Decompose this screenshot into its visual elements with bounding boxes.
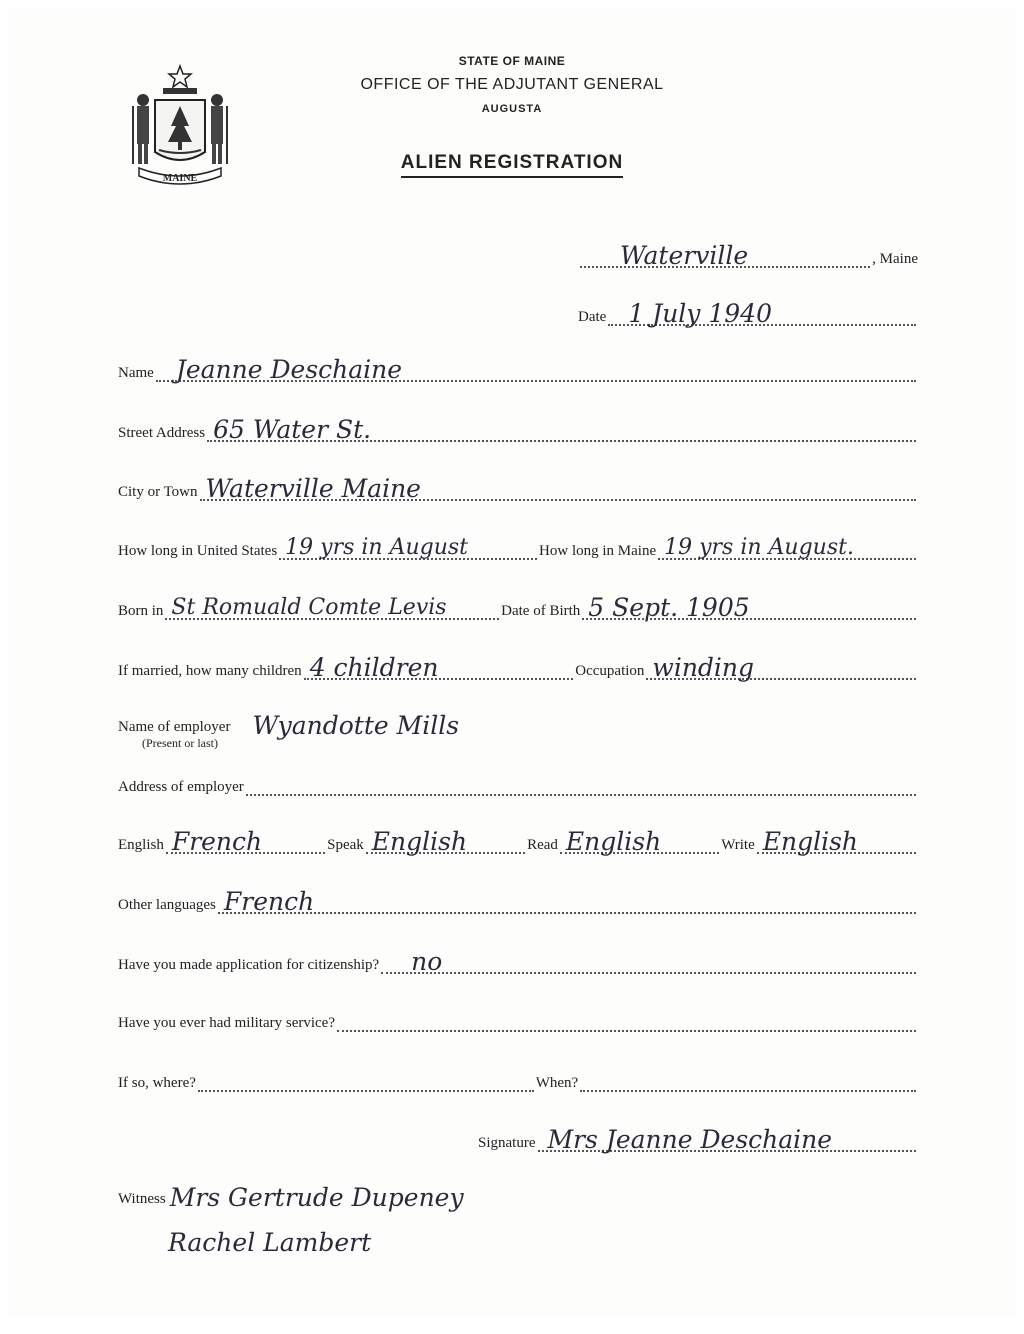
english-field[interactable]: [166, 827, 325, 856]
employer-field[interactable]: [232, 711, 916, 740]
where-field[interactable]: [198, 1074, 534, 1092]
read-value: English: [565, 827, 662, 856]
employer-sublabel: (Present or last): [142, 736, 218, 750]
how-long-maine-value: 19 yrs in August.: [664, 535, 854, 560]
military-row: [118, 1014, 918, 1032]
occupation-value: winding: [652, 653, 755, 682]
date-field[interactable]: [608, 299, 916, 328]
read-label: Read: [527, 837, 558, 853]
write-field[interactable]: [757, 827, 916, 856]
when-label: When?: [535, 1075, 579, 1091]
english-value: French: [171, 827, 263, 856]
signature-field[interactable]: [538, 1125, 917, 1154]
date-of-birth-value: 5 Sept. 1905: [588, 593, 750, 622]
employer-row: [118, 711, 918, 740]
born-in-value: St Romuald Comte Levis: [171, 595, 447, 620]
children-value: 4 children: [309, 653, 439, 682]
how-long-maine-label: How long in Maine: [539, 543, 657, 559]
speak-label: Speak: [327, 837, 364, 853]
how-long-us-field[interactable]: [279, 535, 537, 560]
place-row: [578, 241, 918, 270]
speak-field[interactable]: [366, 827, 525, 856]
registration-form-page: [8, 8, 1016, 1318]
other-languages-field[interactable]: [218, 887, 916, 916]
other-languages-label: Other languages: [118, 897, 216, 913]
city-heading: AUGUSTA: [481, 103, 543, 115]
when-field[interactable]: [580, 1074, 916, 1092]
write-label: Write: [721, 837, 755, 853]
where-when-row: [118, 1074, 918, 1092]
date-of-birth-field[interactable]: [582, 593, 916, 622]
date-label: Date: [578, 309, 607, 325]
place-suffix-label: , Maine: [872, 251, 918, 267]
employer-address-row: [118, 778, 918, 796]
city-label: City or Town: [118, 484, 198, 500]
citizenship-field[interactable]: [381, 947, 916, 976]
languages-row: [118, 827, 918, 856]
how-long-row: [118, 535, 918, 560]
state-heading: STATE OF MAINE: [458, 54, 566, 68]
witness-value-2: Rachel Lambert: [168, 1228, 372, 1257]
office-heading: OFFICE OF THE ADJUTANT GENERAL: [360, 76, 664, 93]
signature-row: [478, 1125, 918, 1154]
speak-value: English: [371, 827, 468, 856]
children-row: [118, 653, 918, 682]
name-label: Name: [118, 365, 154, 381]
name-row: [118, 355, 918, 384]
other-languages-value: French: [223, 887, 315, 916]
witness-row: [118, 1183, 558, 1212]
children-label: If married, how many children: [118, 663, 302, 679]
citizenship-label: Have you made application for citizenship?: [118, 957, 380, 973]
street-value: 65 Water St.: [213, 415, 372, 444]
street-field[interactable]: [207, 415, 916, 444]
citizenship-row: [118, 947, 918, 976]
english-label: English: [118, 837, 164, 853]
witness-label: Witness: [118, 1191, 166, 1207]
occupation-label: Occupation: [575, 663, 645, 679]
name-value: Jeanne Deschaine: [175, 355, 403, 384]
employer-label: Name of employer: [118, 719, 231, 735]
place-field[interactable]: [580, 241, 870, 270]
date-value: 1 July 1940: [628, 299, 772, 328]
employer-address-field[interactable]: [246, 778, 916, 796]
street-row: [118, 415, 918, 444]
witness-field[interactable]: [168, 1183, 556, 1212]
form-title-text: ALIEN REGISTRATION: [401, 152, 623, 178]
military-label: Have you ever had military service?: [118, 1015, 335, 1031]
form-title: [8, 152, 1016, 174]
how-long-us-value: 19 yrs in August: [285, 535, 469, 560]
read-field[interactable]: [560, 827, 719, 856]
born-in-label: Born in: [118, 603, 164, 619]
name-field[interactable]: [156, 355, 916, 384]
date-row: [578, 299, 918, 328]
city-value: Waterville Maine: [205, 474, 421, 503]
occupation-field[interactable]: [646, 653, 916, 682]
other-languages-row: [118, 887, 918, 916]
employer-value: Wyandotte Mills: [252, 711, 460, 740]
how-long-maine-field[interactable]: [658, 535, 916, 560]
military-field[interactable]: [337, 1014, 916, 1032]
street-label: Street Address: [118, 425, 206, 441]
children-field[interactable]: [304, 653, 574, 682]
signature-label: Signature: [478, 1135, 536, 1151]
seal-text: MAINE: [162, 173, 198, 184]
employer-address-label: Address of employer: [118, 779, 244, 795]
witness-value-1: Mrs Gertrude Dupeney: [169, 1183, 464, 1212]
citizenship-value: no: [411, 947, 443, 976]
city-row: [118, 474, 918, 503]
place-value: Waterville: [620, 241, 749, 270]
date-of-birth-label: Date of Birth: [501, 603, 581, 619]
where-label: If so, where?: [118, 1075, 196, 1091]
write-value: English: [762, 827, 859, 856]
signature-value: Mrs Jeanne Deschaine: [547, 1125, 833, 1154]
born-in-field[interactable]: [165, 595, 499, 620]
city-field[interactable]: [200, 474, 916, 503]
born-row: [118, 593, 918, 622]
how-long-us-label: How long in United States: [118, 543, 278, 559]
